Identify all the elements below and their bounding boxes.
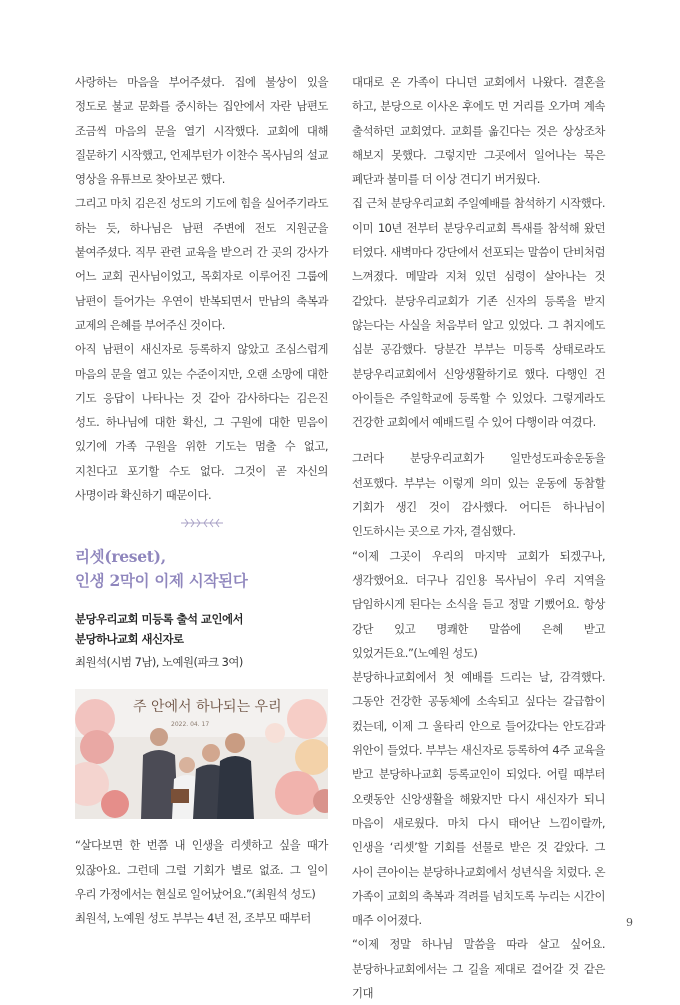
body-paragraph: 집 근처 분당우리교회 주일예배를 참석하기 시작했다. 이미 10년 전부터 분당우리교회 특새를 참석해 왔던 터였다. 새벽마다 강단에서 선포되는 말씀이 단비처럼 느껴졌다. 메말라 지쳐 있던 심령이 살아나는 것 같았다. 분당우리교회가 기존 신자의 등록을 받지 않는다는 사실을 처음부터 알고 있었다. 그 취지에도 십분 공감했다. 당분간 부부는 미등록 상태로라도 분당우리교회에서 신앙생활하기로 했다. 다행인 건 아이들은 주일학교에 등록할 수 있었다. 그렇게라도 건강한 교회에서 예배드릴 수 있어 다행이라 여겼다. [352,196,605,430]
subtitle-line: 분당하나교회 새신자로 [75,632,184,647]
body-paragraph: 최원석, 노예원 성도 부부는 4년 전, 조부모 때부터 [75,911,311,926]
body-paragraph: “이제 정말 하나님 말씀을 따라 살고 싶어요. 분당하나교회에서는 그 길을 제대로 걸어갈 것 같은 기대 [352,937,605,1000]
subtitle-line: 분당우리교회 미등록 출석 교인에서 [75,612,243,627]
body-paragraph: 그러다 분당우리교회가 일만성도파송운동을 선포했다. 부부는 이렇게 의미 있는 운동에 동참할 기회가 생긴 것이 감사했다. 어디든 하나님이 인도하시는 곳으로 가자, 결심했다. [352,451,605,539]
body-paragraph: 그리고 마치 김은진 성도의 기도에 힘을 실어주기라도 하는 듯, 하나님은 남편 주변에 전도 지원군을 붙여주셨다. 직무 관련 교육을 받으러 간 곳의 강사가 어느 교회 권사님이었고, 목회자로 이루어진 그룹에 남편이 들어가는 우연이 반복되면서 만남의 축복과 교제의 은혜를 부어주신 것이다. [75,196,328,332]
paragraph-gap [352,434,605,446]
body-paragraph: “살다보면 한 번쯤 내 인생을 리셋하고 싶을 때가 있잖아요. 그런데 그럴 기회가 별로 없죠. 그 일이 우리 가정에서는 현실로 일어났어요.”(최원석 성도) [75,838,328,901]
interviewee-names: 최원석(시범 7남), 노예원(파크 3여) [75,655,243,670]
left-column [75,70,328,931]
body-paragraph: 사랑하는 마음을 부어주셨다. 집에 불상이 있을 정도로 불교 문화를 중시하는 집안에서 자란 남편도 조금씩 마음의 문을 열기 시작했다. 교회에 대해 질문하기 시작했고, 언제부턴가 이찬수 목사님의 설교 영상을 유튜브로 찾아보곤 했다. [75,75,328,187]
section-title [75,545,328,593]
family-photo [75,689,328,819]
photo-date-text: 2022. 04. 17 [171,721,210,729]
section-title-line: 리셋(reset), [75,547,166,567]
page-number: 9 [626,916,633,929]
right-column [352,70,605,1005]
body-paragraph: 아직 남편이 새신자로 등록하지 않았고 조심스럽게 마음의 문을 열고 있는 수준이지만, 오랜 소망에 대한 기도 응답이 나타나는 것 같아 감사하다는 김은진 성도. 하나님에 대한 확신, 그 구원에 대한 믿음이 있기에 가족 구원을 위한 기도는 멈출 수 없고, 지친다고 포기할 수도 없다. 그것이 곧 자신의 사명이라 확신하기 때문이다. [75,342,328,503]
body-paragraph: 대대로 온 가족이 다니던 교회에서 나왔다. 결혼을 하고, 분당으로 이사온 후에도 먼 거리를 오가며 계속 출석하던 교회였다. 교회를 옮긴다는 것은 상상조차 해보지 못했다. 그렇지만 그곳에서 일어나는 묵은 폐단과 불미를 더 이상 견디기 버거웠다. [352,75,605,187]
body-paragraph: 분당하나교회에서 첫 예배를 드리는 날, 감격했다. 그동안 건강한 공동체에 소속되고 싶다는 갈급함이 컸는데, 이제 그 울타리 안으로 들어갔다는 안도감과 위안이 들었다. 부부는 새신자로 등록하여 4주 교육을 받고 분당하나교회 등록교인이 되었다. 어릴 때부터 오랫동안 신앙생활을 해왔지만 다시 새신자가 되니 마음이 새로웠다. 마치 다시 태어난 느낌이랄까, 인생을 ‘리셋’할 기회를 선물로 받은 것 같았다. 그 사이 큰아이는 분당하나교회에서 성년식을 치렀다. 온 가족이 교회의 축복과 격려를 넘치도록 누리는 시간이 매주 이어졌다. [352,670,605,928]
leaf-ornament-icon [178,515,226,531]
section-title-line: 인생 2막이 이제 시작된다 [75,571,248,591]
body-paragraph: “이제 그곳이 우리의 마지막 교회가 되겠구나, 생각했어요. 더구나 김인용 목사님이 우리 지역을 담임하시게 된다는 소식을 듣고 정말 기뻤어요. 항상 강단 있고 명쾌한 말씀에 은혜 받고 있었거든요.”(노예원 성도) [352,548,605,660]
interview-subtitle [75,609,328,649]
photo-sign-text: 주 안에서 하나되는 우리 [133,699,282,716]
